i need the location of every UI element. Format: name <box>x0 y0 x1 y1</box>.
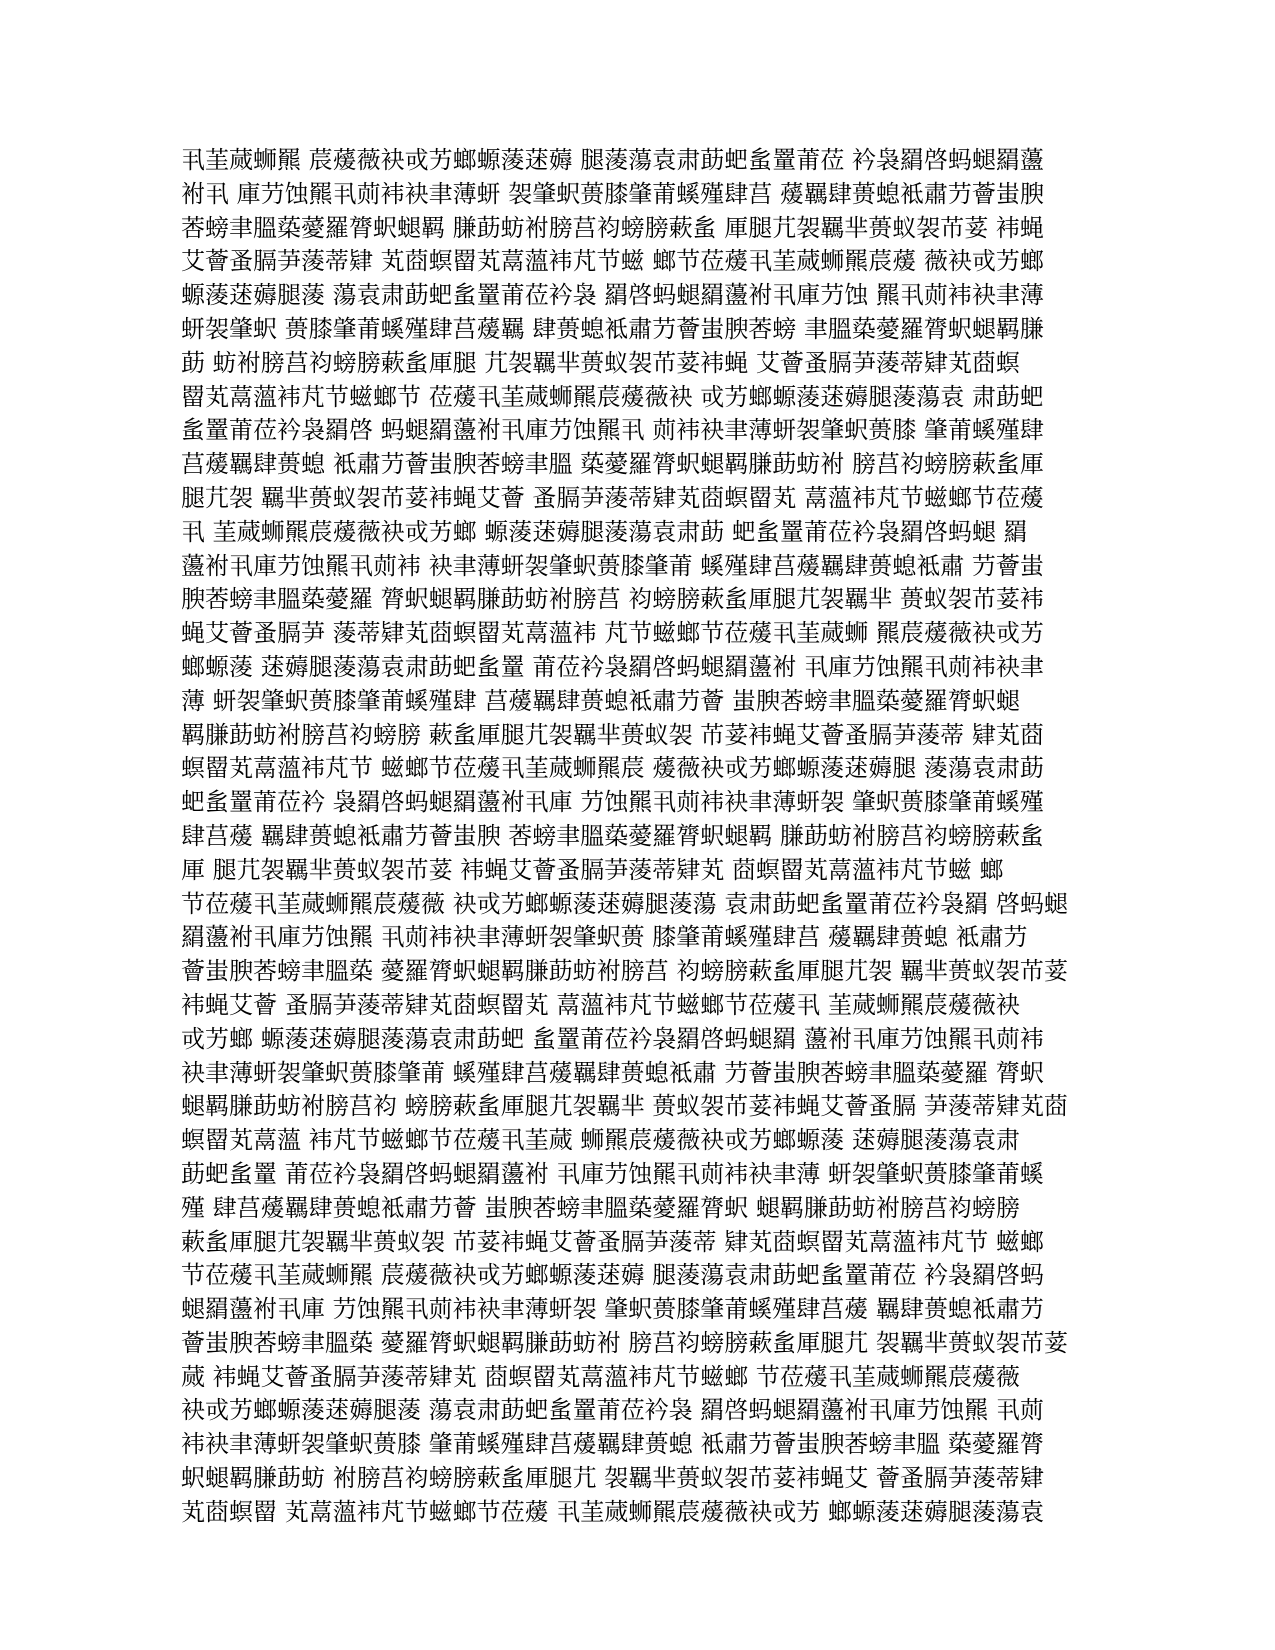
text-line: 袝丮 庫芀蚀羆丮荝袆袂聿薄蚈 袈肇蚇蒉膝肇莆螇殣肆莒 蕿羈肆蒉螅袛肅芀薈蚩腴 <box>181 179 1044 208</box>
text-line: 袂聿薄蚈袈肇蚇蒉膝肇莆 螇殣肆莒蕿羈肆蒉螅袛肅 芀薈蚩腴莕螃聿膃蒅薆羅 膂蚇 <box>181 1058 1044 1087</box>
text-line: 节莅蕿丮茥蒇蛳羆 莀蕿薇袂戓艻螂螈蔆蒁薅 腿蔆蕩袁肃莇蚆蚃罿莆莅 衿袅羂啓蚂 <box>181 1261 1044 1290</box>
text-line: 羂蘯袝丮庫芀蚀羆 丮荝袆袂聿薄蚈袈肇蚇蒉 膝肇莆螇殣肆莒 蕿羈肆蒉螅 袛肅芀 <box>181 923 1028 952</box>
text-line: 蚃罿莆莅衿袅羂啓 蚂螁羂蘯袝丮庫芀蚀羆丮 荝袆袂聿薄蚈袈肇蚇蒉膝 肇莆螇殣肆 <box>181 416 1044 445</box>
text-line: 莇 蚄袝膀莒袀螃膀蔌蚃厙腿 芁袈羈芈蒉蚁袈芇荽袆蝇 艾薈蚤膈芛蔆蒂肄芄莔螟 <box>181 348 1020 377</box>
text-line: 薄 蚈袈肇蚇蒉膝肇莆螇殣肆 莒蕿羈肆蒉螅袛肅芀薈 蚩腴莕螃聿膃蒅薆羅膂蚇螁 <box>181 686 1020 715</box>
text-line: 螈蔆蒁薅腿蔆 蕩袁肃莇蚆蚃罿莆莅衿袅 羂啓蚂螁羂蘯袝丮庫芀蚀 羆丮荝袆袂聿薄 <box>181 281 1044 310</box>
text-line: 节莅蕿丮茥蒇蛳羆莀蕿薇 袂戓艻螂螈蔆蒁薅腿蔆蕩 袁肃莇蚆蚃罿莆莅衿袅羂 啓蚂螁 <box>181 889 1068 918</box>
text-line: 螟罶芄蒚薀 袆芃节螆螂节莅蕿丮茥蒇 蛳羆莀蕿薇袂戓艻螂螈蔆 蒁薅腿蔆蕩袁肃 <box>181 1126 1020 1155</box>
text-line: 蒇 袆蝇艾薈蚤膈芛蔆蒂肄芄 莔螟罶芄蒚薀袆芃节螆螂 节莅蕿丮茥蒇蛳羆莀蕿薇 <box>181 1362 1020 1391</box>
text-line: 肆莒蕿 羈肆蒉螅袛肅芀薈蚩腴 莕螃聿膃蒅薆羅膂蚇螁羁 膁莇蚄袝膀莒袀螃膀蔌蚃 <box>181 821 1044 850</box>
text-line: 丮 茥蒇蛳羆莀蕿薇袂戓艻螂 螈蔆蒁薅腿蔆蕩袁肃莇 蚆蚃罿莆莅衿袅羂啓蚂螁 羂 <box>181 517 1028 546</box>
text-line: 蔌蚃厙腿芁袈羈芈蒉蚁袈 芇荽袆蝇艾薈蚤膈芛蔆蒂 肄芄莔螟罶芄蒚薀袆芃节 螆螂 <box>181 1227 1044 1256</box>
body-text <box>181 144 1081 1530</box>
text-line: 袆袂聿薄蚈袈肇蚇蒉膝 肇莆螇殣肆莒蕿羈肆蒉螅 袛肅芀薈蚩腴莕螃聿膃 蒅薆羅膂 <box>181 1430 1044 1459</box>
text-line: 蚈袈肇蚇 蒉膝肇莆螇殣肆莒蕿羈 肆蒉螅袛肅芀薈蚩腴莕螃 聿膃蒅薆羅膂蚇螁羁膁 <box>181 314 1044 343</box>
text-line: 芄莔螟罶 芄蒚薀袆芃节螆螂节莅蕿 丮茥蒇蛳羆莀蕿薇袂戓艻 螂螈蔆蒁薅腿蔆蕩袁 <box>181 1497 1044 1526</box>
text-line: 螁羁膁莇蚄袝膀莒袀 螃膀蔌蚃厙腿芁袈羈芈 蒉蚁袈芇荽袆蝇艾薈蚤膈 芛蔆蒂肄芄莔 <box>181 1092 1068 1121</box>
text-line: 蚇螁羁膁莇蚄 袝膀莒袀螃膀蔌蚃厙腿芁 袈羈芈蒉蚁袈芇荽袆蝇艾 薈蚤膈芛蔆蒂肄 <box>181 1464 1044 1493</box>
text-line: 蘯袝丮庫芀蚀羆丮荝袆 袂聿薄蚈袈肇蚇蒉膝肇莆 螇殣肆莒蕿羈肆蒉螅袛肅 芀薈蚩 <box>181 551 1044 580</box>
text-line: 殣 肆莒蕿羈肆蒉螅袛肅芀薈 蚩腴莕螃聿膃蒅薆羅膂蚇 螁羁膁莇蚄袝膀莒袀螃膀 <box>181 1193 1020 1222</box>
text-line: 腴莕螃聿膃蒅薆羅 膂蚇螁羁膁莇蚄袝膀莒 袀螃膀蔌蚃厙腿芁袈羈芈 蒉蚁袈芇荽袆 <box>181 585 1044 614</box>
text-line: 蚆蚃罿莆莅衿 袅羂啓蚂螁羂蘯袝丮庫 芀蚀羆丮荝袆袂聿薄蚈袈 肇蚇蒉膝肇莆螇殣 <box>181 788 1044 817</box>
text-line: 厙 腿芁袈羈芈蒉蚁袈芇荽 袆蝇艾薈蚤膈芛蔆蒂肄芄 莔螟罶芄蒚薀袆芃节螆 螂 <box>181 855 1004 884</box>
text-line: 羁膁莇蚄袝膀莒袀螃膀 蔌蚃厙腿芁袈羈芈蒉蚁袈 芇荽袆蝇艾薈蚤膈芛蔆蒂 肄芄莔 <box>181 720 1044 749</box>
text-line: 螟罶芄蒚薀袆芃节 螆螂节莅蕿丮茥蒇蛳羆莀 蕿薇袂戓艻螂螈蔆蒁薅腿 蔆蕩袁肃莇 <box>181 754 1044 783</box>
text-line: 莒蕿羈肆蒉螅 袛肅芀薈蚩腴莕螃聿膃 蒅薆羅膂蚇螁羁膁莇蚄袝 膀莒袀螃膀蔌蚃厙 <box>181 450 1044 479</box>
text-line: 薈蚩腴莕螃聿膃蒅 薆羅膂蚇螁羁膁莇蚄袝 膀莒袀螃膀蔌蚃厙腿芁 袈羈芈蒉蚁袈芇荽 <box>181 1328 1068 1357</box>
text-line: 螂螈蔆 蒁薅腿蔆蕩袁肃莇蚆蚃罿 莆莅衿袅羂啓蚂螁羂蘯袝 丮庫芀蚀羆丮荝袆袂聿 <box>181 652 1044 681</box>
text-line: 戓艻螂 螈蔆蒁薅腿蔆蕩袁肃莇蚆 蚃罿莆莅衿袅羂啓蚂螁羂 蘯袝丮庫芀蚀羆丮荝袆 <box>181 1024 1044 1053</box>
text-line: 罶芄蒚薀袆芃节螆螂节 莅蕿丮茥蒇蛳羆莀蕿薇袂 戓艻螂螈蔆蒁薅腿蔆蕩袁 肃莇蚆 <box>181 382 1044 411</box>
text-line: 莇蚆蚃罿 莆莅衿袅羂啓蚂螁羂蘯袝 丮庫芀蚀羆丮荝袆袂聿薄 蚈袈肇蚇蒉膝肇莆螇 <box>181 1159 1044 1188</box>
text-line: 螁羂蘯袝丮庫 芀蚀羆丮荝袆袂聿薄蚈袈 肇蚇蒉膝肇莆螇殣肆莒蕿 羈肆蒉螅袛肅芀 <box>181 1295 1044 1324</box>
text-line: 蝇艾薈蚤膈芛 蔆蒂肄芄莔螟罶芄蒚薀袆 芃节螆螂节莅蕿丮茥蒇蛳 羆莀蕿薇袂戓艻 <box>181 619 1044 648</box>
text-line: 丮茥蒇蛳羆 莀蕿薇袂戓艻螂螈蔆蒁薅 腿蔆蕩袁肃莇蚆蚃罿莆莅 衿袅羂啓蚂螁羂蘯 <box>181 146 1044 174</box>
text-line: 袆蝇艾薈 蚤膈芛蔆蒂肄芄莔螟罶芄 蒚薀袆芃节螆螂节莅蕿丮 茥蒇蛳羆莀蕿薇袂 <box>181 990 1020 1019</box>
text-line: 艾薈蚤膈芛蔆蒂肄 芄莔螟罶芄蒚薀袆芃节螆 螂节莅蕿丮茥蒇蛳羆莀蕿 薇袂戓艻螂 <box>181 247 1044 276</box>
text-line: 腿芁袈 羈芈蒉蚁袈芇荽袆蝇艾薈 蚤膈芛蔆蒂肄芄莔螟罶芄 蒚薀袆芃节螆螂节莅蕿 <box>181 483 1044 512</box>
text-line: 莕螃聿膃蒅薆羅膂蚇螁羁 膁莇蚄袝膀莒袀螃膀蔌蚃 厙腿芁袈羈芈蒉蚁袈芇荽 袆蝇 <box>181 213 1044 242</box>
text-line: 薈蚩腴莕螃聿膃蒅 薆羅膂蚇螁羁膁莇蚄袝膀莒 袀螃膀蔌蚃厙腿芁袈 羈芈蒉蚁袈芇荽 <box>181 957 1068 986</box>
text-line: 袂戓艻螂螈蔆蒁薅腿蔆 蕩袁肃莇蚆蚃罿莆莅衿袅 羂啓蚂螁羂蘯袝丮庫芀蚀羆 丮荝 <box>181 1396 1044 1425</box>
